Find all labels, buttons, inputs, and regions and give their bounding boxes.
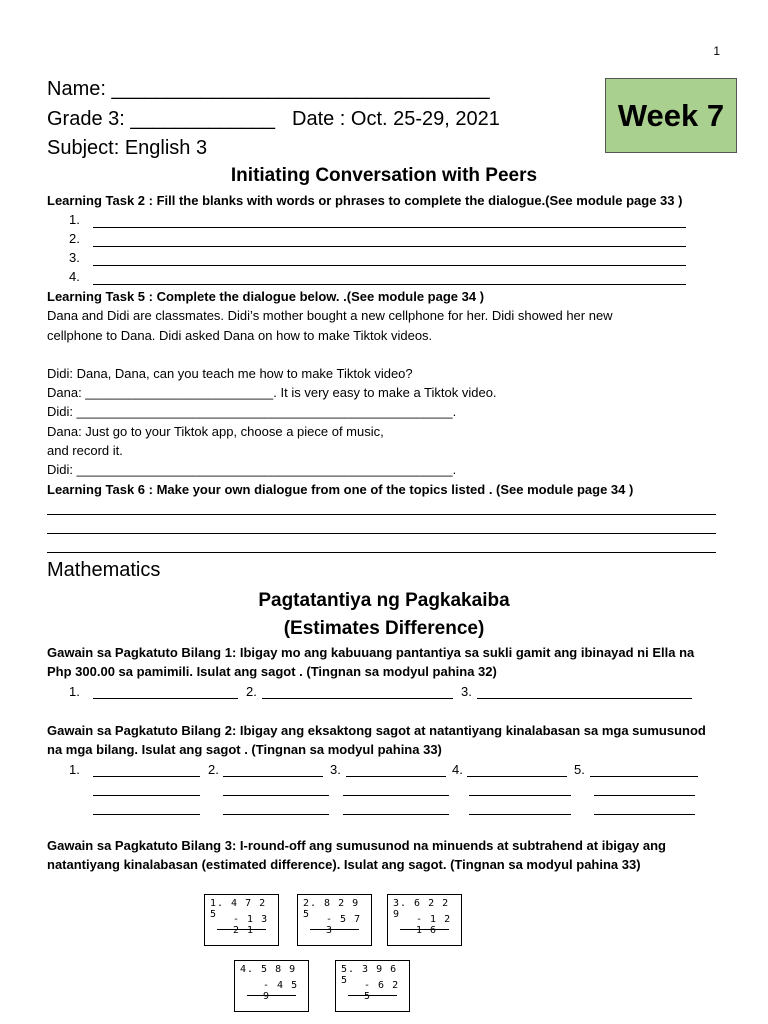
subtraction-problem-2: [297, 894, 372, 946]
story-text: Dana and Didi are classmates. Didi’s mother bought a new cellphone for her. Didi showed her new: [47, 308, 613, 323]
answer-line[interactable]: [93, 698, 238, 699]
learning-task-2: Learning Task 2 : Fill the blanks with words or phrases to complete the dialogue.(See module page 33 ): [47, 193, 683, 208]
gawain-1: Gawain sa Pagkatuto Bilang 1: Ibigay mo ang kabuuang pantantiya sa sukli gamit ang ibinayad ni Ella na: [47, 645, 695, 660]
learning-task-6: Learning Task 6 : Make your own dialogue from one of the topics listed . (See module page 34 ): [47, 482, 634, 497]
minuend: 5. 3 9 6 5: [341, 964, 398, 986]
subtraction-problem-5: [335, 960, 410, 1012]
g2-item-4: 4.: [452, 762, 463, 777]
story-text: cellphone to Dana. Didi asked Dana on how to make Tiktok videos.: [47, 328, 433, 343]
dialogue-line: Dana: __________________________. It is very easy to make a Tiktok video.: [47, 385, 497, 400]
answer-line[interactable]: [343, 814, 449, 815]
answer-line[interactable]: [93, 227, 686, 228]
task2-item-3: 3.: [69, 250, 80, 265]
answer-line[interactable]: [93, 814, 200, 815]
subtrahend: - 5 7 3: [326, 914, 362, 936]
subtrahend: - 1 3 2 1: [233, 914, 269, 936]
g1-item-1: 1.: [69, 684, 80, 699]
answer-line[interactable]: [223, 776, 323, 777]
dialogue-line: Didi: ____________________________________________________.: [47, 404, 457, 419]
answer-line[interactable]: [223, 814, 329, 815]
minuend: 4. 5 8 9: [240, 964, 297, 975]
name-field-label: Name: __________________________________: [47, 78, 490, 100]
gawain-2: na mga bilang. Isulat ang sagot . (Tingnan sa modyul pahina 33): [47, 742, 442, 757]
subtrahend: - 4 5 9: [263, 980, 299, 1002]
answer-line[interactable]: [343, 795, 449, 796]
answer-line[interactable]: [590, 776, 698, 777]
task2-item-4: 4.: [69, 269, 80, 284]
answer-bar: [247, 995, 296, 996]
answer-line[interactable]: [262, 698, 453, 699]
g2-item-5: 5.: [574, 762, 585, 777]
gawain-3: natantiyang kinalabasan (estimated difference). Isulat ang sagot. (Tingnan sa modyul pahina 33): [47, 857, 641, 872]
answer-line[interactable]: [223, 795, 329, 796]
dialogue-answer-line[interactable]: [47, 533, 716, 534]
answer-line[interactable]: [477, 698, 692, 699]
minuend: 1. 4 7 2 5: [210, 898, 267, 920]
subtrahend: - 1 2 1 6: [416, 914, 452, 936]
date-label: Date : Oct. 25-29, 2021: [292, 108, 500, 130]
g2-item-3: 3.: [330, 762, 341, 777]
dialogue-line: Didi: Dana, Dana, can you teach me how to make Tiktok video?: [47, 366, 413, 381]
task2-item-2: 2.: [69, 231, 80, 246]
answer-line[interactable]: [93, 776, 200, 777]
subtraction-problem-4: [234, 960, 309, 1012]
answer-line[interactable]: [594, 814, 695, 815]
dialogue-line: Didi: ____________________________________________________.: [47, 462, 457, 477]
learning-task-5: Learning Task 5 : Complete the dialogue below. .(See module page 34 ): [47, 289, 485, 304]
gawain-1: Php 300.00 sa pamimili. Isulat ang sagot . (Tingnan sa modyul pahina 32): [47, 664, 497, 679]
page-number: 1: [713, 44, 720, 58]
g2-item-2: 2.: [208, 762, 219, 777]
dialogue-answer-line[interactable]: [47, 514, 716, 515]
gawain-3: Gawain sa Pagkatuto Bilang 3: I-round-off ang sumusunod na minuends at subtrahend at ibigay ang: [47, 838, 666, 853]
answer-bar: [348, 995, 397, 996]
english-title: Initiating Conversation with Peers: [230, 165, 538, 186]
answer-line[interactable]: [93, 265, 686, 266]
answer-line[interactable]: [93, 246, 686, 247]
answer-line[interactable]: [469, 814, 571, 815]
answer-line[interactable]: [93, 284, 686, 285]
g1-item-2: 2.: [246, 684, 257, 699]
answer-bar: [400, 929, 449, 930]
g1-item-3: 3.: [461, 684, 472, 699]
math-title: Pagtatantiya ng Pagkakaiba: [258, 590, 510, 611]
subtraction-problem-1: [204, 894, 279, 946]
dialogue-line: and record it.: [47, 443, 123, 458]
minuend: 2. 8 2 9 5: [303, 898, 360, 920]
answer-line[interactable]: [346, 776, 446, 777]
subject-label: Subject: English 3: [47, 137, 208, 159]
answer-line[interactable]: [93, 795, 200, 796]
subtraction-problem-3: [387, 894, 462, 946]
answer-line[interactable]: [469, 795, 571, 796]
task2-item-1: 1.: [69, 212, 80, 227]
grade-field-label: Grade 3: _____________: [47, 108, 275, 130]
answer-bar: [310, 929, 359, 930]
g2-item-1: 1.: [69, 762, 80, 777]
answer-line[interactable]: [594, 795, 695, 796]
answer-bar: [217, 929, 266, 930]
math-subtitle: (Estimates Difference): [283, 618, 485, 639]
dialogue-answer-line[interactable]: [47, 552, 716, 553]
week-badge: Week 7: [605, 78, 737, 153]
answer-line[interactable]: [467, 776, 567, 777]
gawain-2: Gawain sa Pagkatuto Bilang 2: Ibigay ang eksaktong sagot at natantiyang kinalabasan sa mga sumusunod: [47, 723, 706, 738]
mathematics-heading: Mathematics: [47, 559, 161, 581]
subtrahend: - 6 2 5: [364, 980, 400, 1002]
dialogue-line: Dana: Just go to your Tiktok app, choose a piece of music,: [47, 424, 384, 439]
minuend: 3. 6 2 2 9: [393, 898, 450, 920]
